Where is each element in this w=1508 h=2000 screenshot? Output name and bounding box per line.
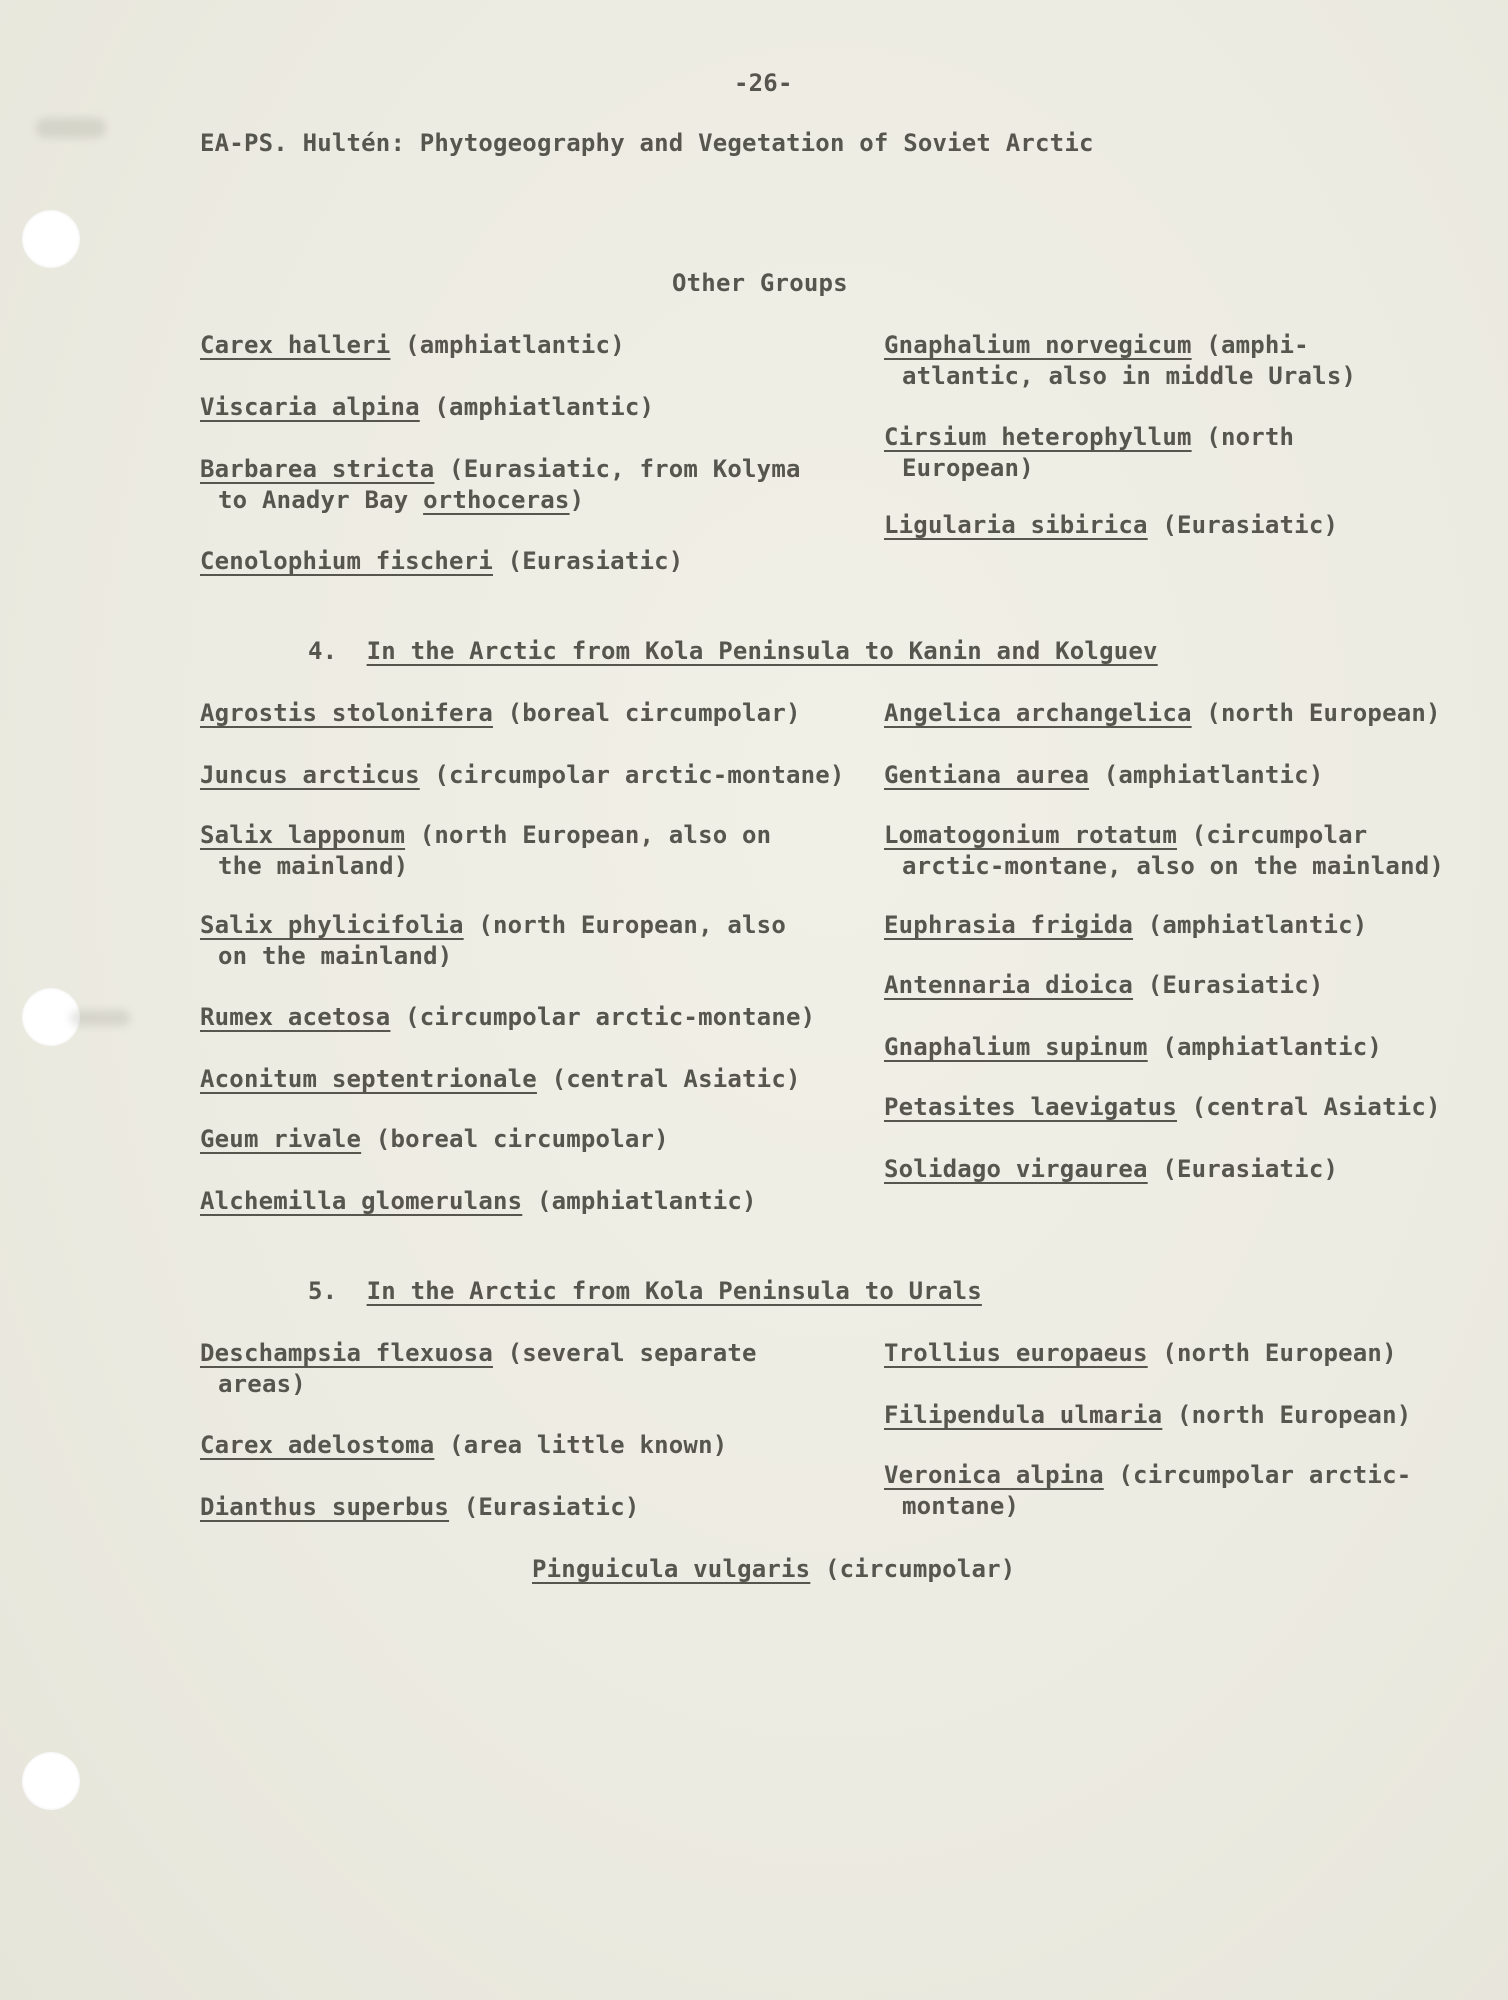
species-name: Viscaria alpina: [200, 393, 420, 421]
species-entry: Salix phylicifolia (north European, also on the mainland): [200, 911, 786, 970]
species-entry: Agrostis stolonifera (boreal circumpolar): [200, 699, 801, 727]
species-entry: Dianthus superbus (Eurasiatic): [200, 1493, 640, 1521]
species-entry: Veronica alpina (circumpolar arctic- montane): [884, 1461, 1412, 1520]
species-entry: Deschampsia flexuosa (several separate areas): [200, 1339, 757, 1398]
species-entry-centered: Pinguicula vulgaris (circumpolar): [532, 1555, 1016, 1583]
species-entry: Petasites laevigatus (central Asiatic): [884, 1093, 1441, 1121]
species-entry: Alchemilla glomerulans (amphiatlantic): [200, 1187, 757, 1215]
species-name: Deschampsia flexuosa: [200, 1339, 493, 1367]
page-number: -26-: [734, 69, 793, 97]
species-entry: Geum rivale (boreal circumpolar): [200, 1125, 669, 1153]
other-groups-heading: Other Groups: [672, 269, 848, 297]
species-name: Pinguicula vulgaris: [532, 1555, 811, 1583]
species-entry: Viscaria alpina (amphiatlantic): [200, 393, 655, 421]
species-name: Alchemilla glomerulans: [200, 1187, 523, 1215]
species-entry: Lomatogonium rotatum (circumpolar arctic-montane, also on the mainland): [884, 821, 1445, 880]
species-entry: Aconitum septentrionale (central Asiatic): [200, 1065, 801, 1093]
species-entry: Rumex acetosa (circumpolar arctic-montane): [200, 1003, 816, 1031]
species-name: Rumex acetosa: [200, 1003, 391, 1031]
species-name: Dianthus superbus: [200, 1493, 450, 1521]
species-name: Trollius europaeus: [884, 1339, 1148, 1367]
species-entry: Cenolophium fischeri (Eurasiatic): [200, 547, 684, 575]
section-4-heading: 4. In the Arctic from Kola Peninsula to Kanin and Kolguev: [308, 637, 1158, 665]
species-entry: Carex halleri (amphiatlantic): [200, 331, 625, 359]
species-name: Juncus arcticus: [200, 761, 420, 789]
species-name: Geum rivale: [200, 1125, 362, 1153]
species-name: Barbarea stricta: [200, 455, 435, 483]
species-name: Gnaphalium norvegicum: [884, 331, 1192, 359]
document-header: [200, 128, 1094, 159]
ink-smudge: [70, 1010, 130, 1026]
species-name: Carex adelostoma: [200, 1431, 435, 1459]
species-entry: Juncus arcticus (circumpolar arctic-montane): [200, 761, 845, 789]
species-entry: Gentiana aurea (amphiatlantic): [884, 761, 1324, 789]
header-code: EA-PS.: [200, 129, 288, 157]
species-entry: Barbarea stricta (Eurasiatic, from Kolyma to Anadyr Bay orthoceras): [200, 455, 801, 514]
species-name: Angelica archangelica: [884, 699, 1192, 727]
species-name: Ligularia sibirica: [884, 511, 1148, 539]
species-entry: Salix lapponum (north European, also on the mainland): [200, 821, 772, 880]
species-name: Carex halleri: [200, 331, 391, 359]
species-name: Solidago virgaurea: [884, 1155, 1148, 1183]
species-entry: Gnaphalium norvegicum (amphi- atlantic, also in middle Urals): [884, 331, 1357, 390]
species-name: Petasites laevigatus: [884, 1093, 1177, 1121]
species-entry: Antennaria dioica (Eurasiatic): [884, 971, 1324, 999]
species-name: Filipendula ulmaria: [884, 1401, 1163, 1429]
species-name: Salix lapponum: [200, 821, 406, 849]
species-name: Antennaria dioica: [884, 971, 1134, 999]
species-entry: Filipendula ulmaria (north European): [884, 1401, 1412, 1429]
header-author: Hultén:: [302, 129, 406, 157]
species-entry: Euphrasia frigida (amphiatlantic): [884, 911, 1368, 939]
species-name: Gnaphalium supinum: [884, 1033, 1148, 1061]
species-entry: Ligularia sibirica (Eurasiatic): [884, 511, 1339, 539]
species-name: Euphrasia frigida: [884, 911, 1134, 939]
species-name: Cirsium heterophyllum: [884, 423, 1192, 451]
species-entry: Solidago virgaurea (Eurasiatic): [884, 1155, 1339, 1183]
species-name: Salix phylicifolia: [200, 911, 464, 939]
species-name: Aconitum septentrionale: [200, 1065, 537, 1093]
species-entry: Cirsium heterophyllum (north European): [884, 423, 1295, 482]
species-name: Veronica alpina: [884, 1461, 1104, 1489]
species-entry: Carex adelostoma (area little known): [200, 1431, 728, 1459]
species-name: Agrostis stolonifera: [200, 699, 493, 727]
species-name: Cenolophium fischeri: [200, 547, 493, 575]
section-5-heading: 5. In the Arctic from Kola Peninsula to Urals: [308, 1277, 982, 1305]
species-name: Lomatogonium rotatum: [884, 821, 1177, 849]
punch-hole: [22, 1752, 80, 1810]
ink-smudge: [36, 118, 106, 138]
punch-hole: [22, 210, 80, 268]
species-entry: Gnaphalium supinum (amphiatlantic): [884, 1033, 1383, 1061]
species-name: Gentiana aurea: [884, 761, 1090, 789]
header-title: Phytogeography and Vegetation of Soviet Arctic: [419, 129, 1094, 157]
species-entry: Angelica archangelica (north European): [884, 699, 1441, 727]
species-entry: Trollius europaeus (north European): [884, 1339, 1397, 1367]
